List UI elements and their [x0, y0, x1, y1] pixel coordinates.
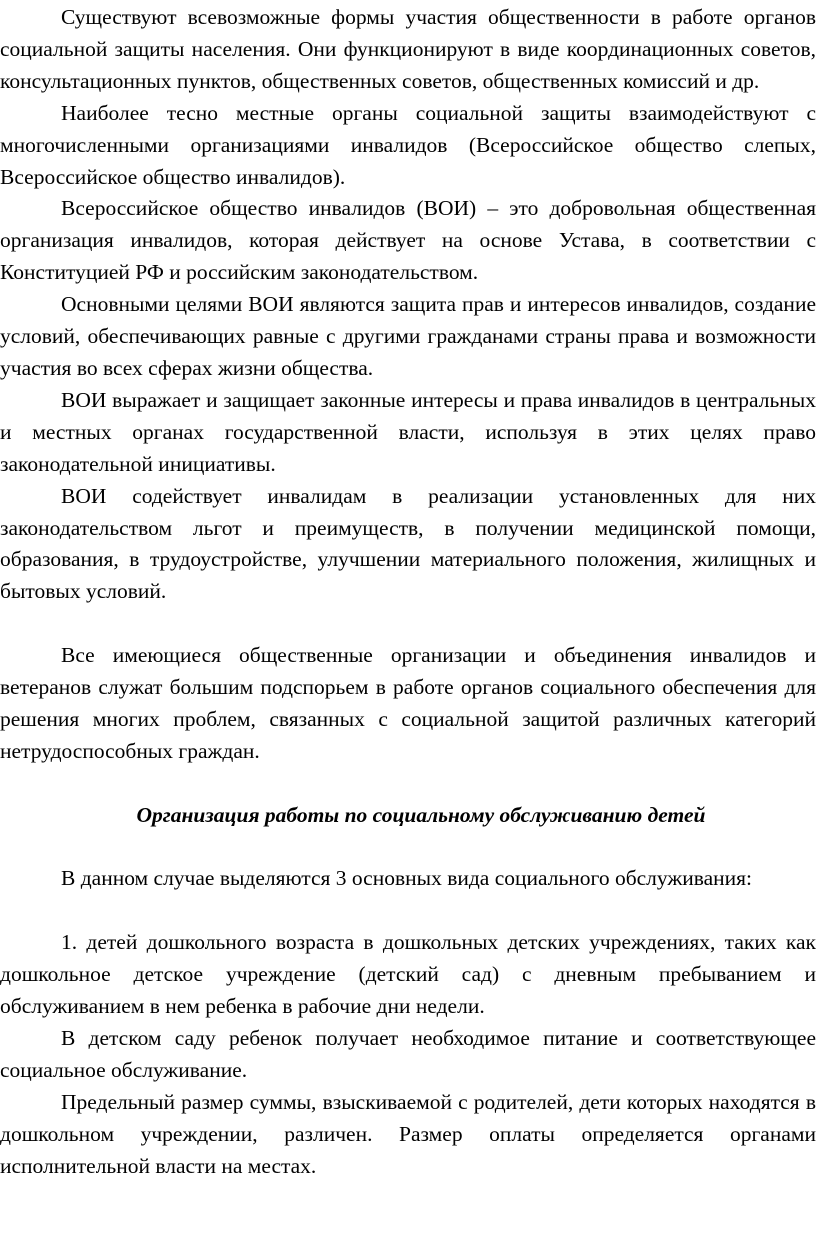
- blank-line: [0, 768, 816, 800]
- blank-line: [0, 608, 816, 640]
- blank-line: [0, 832, 816, 864]
- document-page: [0, 2, 816, 1182]
- paragraph: Предельный размер суммы, взыскиваемой с родителей, дети которых находятся в дошкольном учреждении, различен. Размер оплаты определяется органами исполнительной власти на местах.: [0, 1089, 816, 1178]
- paragraph: Всероссийское общество инвалидов (ВОИ) – это добровольная общественная организация инвалидов, которая действует на основе Устава, в соответствии с Конституцией РФ и российским законодательством.: [0, 196, 816, 285]
- blank-line: [0, 895, 816, 927]
- paragraph: Все имеющиеся общественные организации и объединения инвалидов и ветеранов служат большим подспорьем в работе органов социального обеспечения для решения многих проблем, связанных с социальной защитой различных категорий нетрудоспособных граждан.: [0, 643, 816, 763]
- paragraph: Основными целями ВОИ являются защита прав и интересов инвалидов, создание условий, обеспечивающих равные с другими гражданами страны права и возможности участия во всех сферах жизни общества.: [0, 292, 816, 380]
- paragraph: Существуют всевозможные формы участия общественности в работе органов социальной защиты населения. Они функционируют в виде координационных советов, консультационных пунктов, общественных советов, общественных комиссий и др.: [0, 5, 816, 93]
- paragraph: Наиболее тесно местные органы социальной защиты взаимодействуют с многочисленными организациями инвалидов (Всероссийское общество слепых, Всероссийское общество инвалидов).: [0, 100, 816, 189]
- paragraph: В детском саду ребенок получает необходимое питание и соответствующее социальное обслуживание.: [0, 1025, 816, 1082]
- paragraph: ВОИ содействует инвалидам в реализации установленных для них законодательством льгот и преимуществ, в получении медицинской помощи, образования, в трудоустройстве, улучшении материального положения, жилищных и бытовых условий.: [0, 483, 816, 604]
- paragraph: ВОИ выражает и защищает законные интересы и права инвалидов в центральных и местных органах государственной власти, используя в этих целях право законодательной инициативы.: [0, 387, 816, 476]
- list-item: 1. детей дошкольного возраста в дошкольных детских учреждениях, таких как дошкольное детское учреждение (детский сад) с дневным пребыванием и обслуживанием в нем ребенка в рабочие дни недели.: [0, 930, 816, 1019]
- section-heading: Организация работы по социальному обслуживанию детей: [136, 802, 706, 827]
- paragraph: В данном случае выделяются 3 основных вида социального обслуживания:: [61, 866, 753, 891]
